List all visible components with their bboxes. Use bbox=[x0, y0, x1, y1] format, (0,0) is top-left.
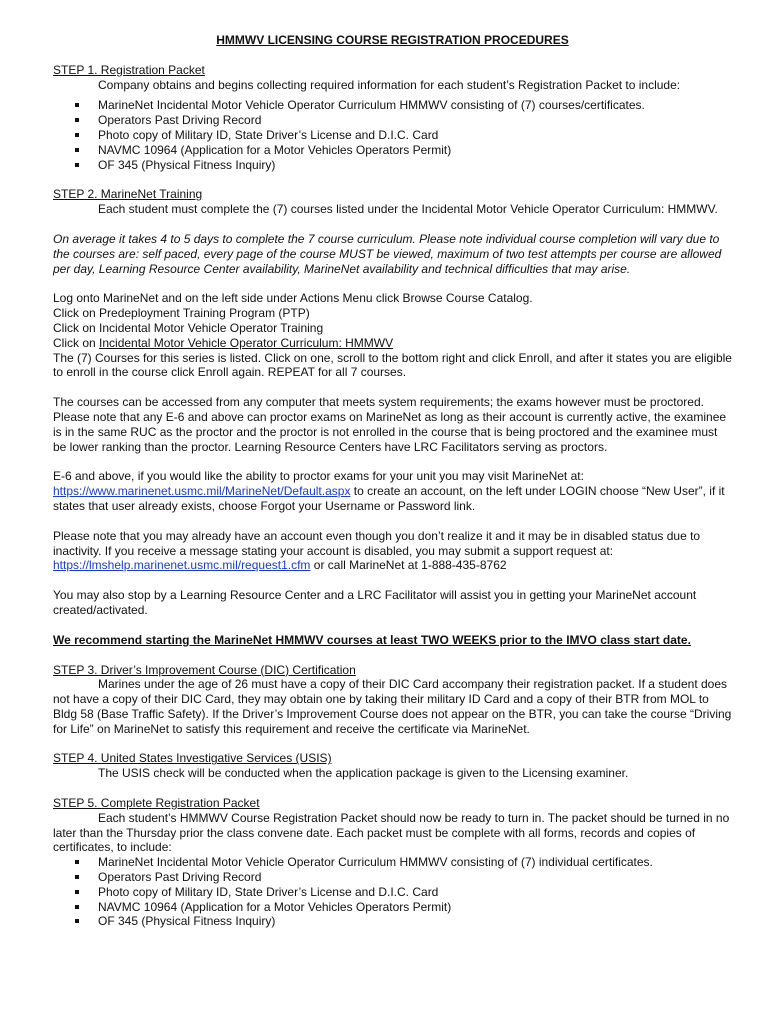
nav-line: Click on Incidental Motor Vehicle Operator Training bbox=[53, 320, 324, 335]
step2-heading: STEP 2. MarineNet Training bbox=[53, 187, 203, 202]
step5-section bbox=[53, 796, 732, 929]
step1-heading: STEP 1. Registration Packet bbox=[53, 62, 205, 77]
recommendation-note: We recommend starting the MarineNet HMMWV courses at least TWO WEEKS prior to the IMVO class start date. bbox=[53, 632, 691, 647]
bullet-icon bbox=[75, 890, 79, 894]
support-request-link[interactable]: https://lmshelp.marinenet.usmc.mil/request1.cfm bbox=[53, 558, 311, 573]
list-item: NAVMC 10964 (Application for a Motor Vehicles Operators Permit) bbox=[75, 143, 732, 158]
step4-heading: STEP 4. United States Investigative Services (USIS) bbox=[53, 751, 332, 766]
bullet-icon bbox=[75, 148, 79, 152]
step2-section bbox=[53, 187, 732, 647]
list-item: Photo copy of Military ID, State Driver’s License and D.I.C. Card bbox=[75, 885, 732, 900]
step4-text: The USIS check will be conducted when the application package is given to the Licensing examiner. bbox=[98, 766, 629, 781]
bullet-icon bbox=[75, 163, 79, 167]
bullet-icon bbox=[75, 133, 79, 137]
bullet-icon bbox=[75, 875, 79, 879]
list-item: Operators Past Driving Record bbox=[75, 870, 732, 885]
list-item: NAVMC 10964 (Application for a Motor Vehicles Operators Permit) bbox=[75, 900, 732, 915]
list-item: Photo copy of Military ID, State Driver’s License and D.I.C. Card bbox=[75, 128, 732, 143]
list-item: OF 345 (Physical Fitness Inquiry) bbox=[75, 914, 732, 929]
proctor-paragraph: The courses can be accessed from any computer that meets system requirements; the exams however must be proctored. Please note that any E-6 and above can proctor exams on MarineNet as long as their account is currently active, the examinee is in the same RUC as the proctor and the proctor is not enrolled in the course that is being proctored and the examinee must be lower ranking than the proctor. Learning Resource Centers have LRC Facilitators serving as proctors. bbox=[53, 395, 727, 454]
step2-navigation bbox=[53, 291, 732, 380]
disabled-paragraph: Please note that you may already have an account even though you don’t realize it and it may be in disabled status due to inactivity. If you receive a message stating your account is disabled, you may submit a support request at: https://lmshelp.marinenet.usmc.mil/request1.cfm or call MarineNet at 1-888-435-8762 bbox=[53, 528, 701, 573]
step5-list bbox=[53, 855, 732, 929]
page-title: HMMWV LICENSING COURSE REGISTRATION PROCEDURES bbox=[216, 33, 569, 47]
bullet-icon bbox=[75, 919, 79, 923]
list-item: MarineNet Incidental Motor Vehicle Operator Curriculum HMMWV consisting of (7) individual certificates. bbox=[75, 855, 732, 870]
step3-section bbox=[53, 663, 732, 737]
step2-intro: Each student must complete the (7) courses listed under the Incidental Motor Vehicle Operator Curriculum: HMMWV. bbox=[98, 202, 718, 217]
bullet-icon bbox=[75, 860, 79, 864]
marinenet-link[interactable]: https://www.marinenet.usmc.mil/MarineNet/Default.aspx bbox=[53, 484, 351, 499]
list-item: OF 345 (Physical Fitness Inquiry) bbox=[75, 158, 732, 173]
nav-line: Click on Incidental Motor Vehicle Operator Curriculum: HMMWV bbox=[53, 335, 394, 350]
enroll-instructions: The (7) Courses for this series is listed. Click on one, scroll to the bottom right and click Enroll, and after it states you are eligible to enroll in the course click Enroll again. REPEAT for all 7 courses. bbox=[53, 350, 732, 380]
e6-paragraph: E-6 and above, if you would like the ability to proctor exams for your unit you may visit MarineNet at: https://www.marinenet.usmc.mil/MarineNet/Default.aspx to create an account, on the left under LOGIN choose “New User”, if it states that user already exists, choose Forgot your Username or Password link. bbox=[53, 469, 725, 513]
step1-section bbox=[53, 63, 732, 173]
step3-heading: STEP 3. Driver’s Improvement Course (DIC) Certification bbox=[53, 662, 356, 677]
step1-intro: Company obtains and begins collecting required information for each student’s Registration Packet to include: bbox=[98, 77, 681, 92]
step4-section bbox=[53, 751, 732, 781]
step2-italic-note: On average it takes 4 to 5 days to complete the 7 course curriculum. Please note individual course completion will vary due to the courses are: self paced, every page of the course MUST be viewed, maximum of two test attempts per course are allowed per day, Learning Resource Center availability, MarineNet availability and technical difficulties that may arise. bbox=[53, 231, 722, 276]
nav-line: Click on Predeployment Training Program (PTP) bbox=[53, 306, 310, 321]
lrc-paragraph: You may also stop by a Learning Resource Center and a LRC Facilitator will assist you in getting your MarineNet account created/activated. bbox=[53, 588, 697, 617]
step1-list bbox=[53, 98, 732, 172]
nav-line: Log onto MarineNet and on the left side under Actions Menu click Browse Course Catalog. bbox=[53, 291, 533, 306]
list-item: MarineNet Incidental Motor Vehicle Operator Curriculum HMMWV consisting of (7) courses/certificates. bbox=[75, 98, 732, 113]
step3-text: Marines under the age of 26 must have a copy of their DIC Card accompany their registration packet. If a student does not have a copy of their DIC Card, they may obtain one by taking their military ID Card and a copy of their BTR from MOL to Bldg 58 (Base Traffic Safety). If the Driver’s Improvement Course does not appear on the BTR, you can take the course “Driving for Life” on MarineNet to satisfy this requirement and receive the certificate via MarineNet. bbox=[53, 677, 732, 736]
step5-heading: STEP 5. Complete Registration Packet bbox=[53, 796, 260, 811]
bullet-icon bbox=[75, 118, 79, 122]
bullet-icon bbox=[75, 905, 79, 909]
step5-text: Each student’s HMMWV Course Registration Packet should now be ready to turn in. The packet should be turned in no later than the Thursday prior the class convene date. Each packet must be complete with all forms, records and copies of certificates, to include: bbox=[53, 810, 730, 855]
bullet-icon bbox=[75, 103, 79, 107]
list-item: Operators Past Driving Record bbox=[75, 113, 732, 128]
curriculum-name: Incidental Motor Vehicle Operator Curriculum: HMMWV bbox=[99, 335, 394, 350]
